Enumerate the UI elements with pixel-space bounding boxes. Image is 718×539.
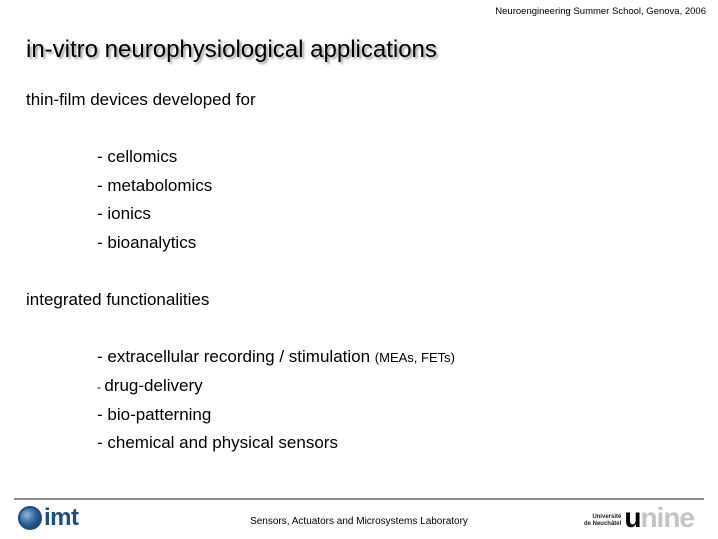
unine-caption-line1: Université [592, 514, 622, 520]
unine-logo-text: unine [624, 502, 694, 533]
section-heading-functionalities: integrated functionalities [26, 290, 210, 309]
list-item-text: drug-delivery [104, 376, 203, 395]
list-item: - bio-patterning [97, 405, 212, 424]
list-item-dash: - [97, 380, 105, 394]
list-item: - chemical and physical sensors [97, 433, 338, 452]
unine-caption [584, 514, 621, 528]
footer-divider [14, 498, 704, 500]
list-item [97, 376, 203, 396]
list-item: - ionics [97, 204, 151, 223]
unine-caption-line2: de Neuchâtel [583, 521, 622, 527]
slide-title: in-vitro neurophysiological applications [26, 36, 437, 63]
list-item: - cellomics [97, 147, 178, 166]
list-item-text: - extracellular recording / stimulation [97, 347, 375, 366]
imt-logo-text: imt [44, 504, 79, 531]
footer-lab-name: Sensors, Actuators and Microsystems Laboratory [250, 516, 468, 527]
header-note: Neuroengineering Summer School, Genova, 2006 [495, 6, 706, 17]
list-item: - bioanalytics [97, 233, 197, 252]
list-item: - metabolomics [97, 176, 213, 195]
section-heading-devices: thin-film devices developed for [26, 90, 256, 109]
unine-logo [584, 502, 694, 532]
list-item [97, 347, 455, 367]
list-item-note: (MEAs, FETs) [374, 350, 455, 365]
